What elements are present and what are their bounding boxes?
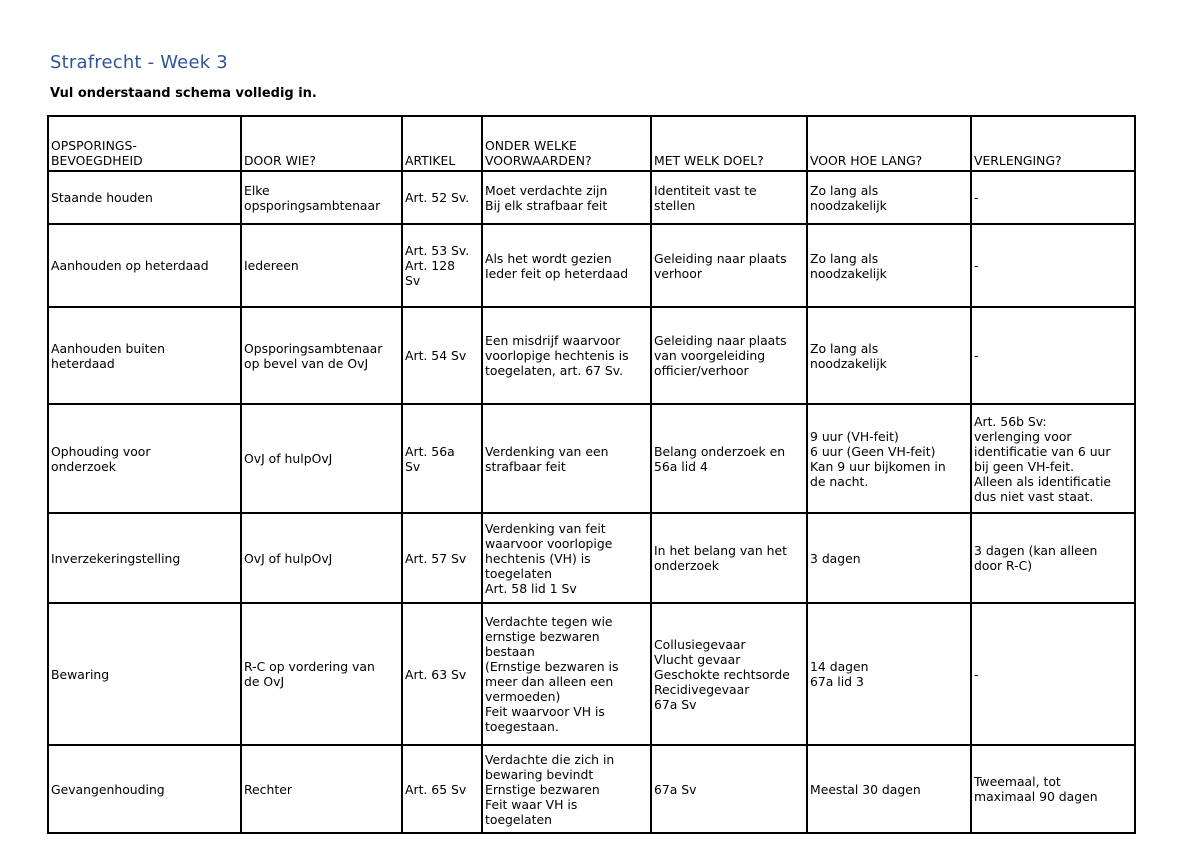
cell-bevoegdheid: Inverzekeringstelling <box>48 513 241 603</box>
cell-verlenging: - <box>971 307 1135 404</box>
cell-artikel: Art. 53 Sv. Art. 128 Sv <box>402 224 482 307</box>
table-row <box>48 745 1135 833</box>
table-row <box>48 307 1135 404</box>
cell-door-wie: Opsporingsambtenaar op bevel van de OvJ <box>241 307 402 404</box>
header-bevoegdheid: OPSPORINGS- BEVOEGDHEID <box>48 116 241 171</box>
cell-door-wie: OvJ of hulpOvJ <box>241 404 402 513</box>
header-doel: MET WELK DOEL? <box>651 116 807 171</box>
cell-door-wie: Rechter <box>241 745 402 833</box>
cell-verlenging: Tweemaal, tot maximaal 90 dagen <box>971 745 1135 833</box>
cell-voorwaarden: Als het wordt gezien Ieder feit op heterdaad <box>482 224 651 307</box>
cell-voorwaarden: Verdenking van een strafbaar feit <box>482 404 651 513</box>
header-verlenging: VERLENGING? <box>971 116 1135 171</box>
cell-doel: Collusiegevaar Vlucht gevaar Geschokte rechtsorde Recidivegevaar 67a Sv <box>651 603 807 745</box>
table-row <box>48 513 1135 603</box>
cell-duur: 14 dagen 67a lid 3 <box>807 603 971 745</box>
cell-duur: 9 uur (VH-feit) 6 uur (Geen VH-feit) Kan 9 uur bijkomen in de nacht. <box>807 404 971 513</box>
powers-table <box>47 115 1136 834</box>
cell-bevoegdheid: Bewaring <box>48 603 241 745</box>
cell-verlenging: - <box>971 224 1135 307</box>
cell-artikel: Art. 63 Sv <box>402 603 482 745</box>
table-header-row <box>48 116 1135 171</box>
cell-artikel: Art. 52 Sv. <box>402 171 482 224</box>
cell-voorwaarden: Verdachte tegen wie ernstige bezwaren bestaan (Ernstige bezwaren is meer dan alleen een vermoeden) Feit waarvoor VH is toegestaan. <box>482 603 651 745</box>
table-row <box>48 224 1135 307</box>
cell-verlenging: Art. 56b Sv: verlenging voor identificatie van 6 uur bij geen VH-feit. Alleen als identificatie dus niet vast staat. <box>971 404 1135 513</box>
header-artikel: ARTIKEL <box>402 116 482 171</box>
cell-door-wie: Iedereen <box>241 224 402 307</box>
cell-door-wie: Elke opsporingsambtenaar <box>241 171 402 224</box>
cell-duur: Zo lang als noodzakelijk <box>807 171 971 224</box>
cell-artikel: Art. 54 Sv <box>402 307 482 404</box>
table-row <box>48 603 1135 745</box>
cell-doel: Geleiding naar plaats verhoor <box>651 224 807 307</box>
cell-duur: Meestal 30 dagen <box>807 745 971 833</box>
cell-bevoegdheid: Staande houden <box>48 171 241 224</box>
cell-artikel: Art. 57 Sv <box>402 513 482 603</box>
cell-verlenging: 3 dagen (kan alleen door R-C) <box>971 513 1135 603</box>
header-duur: VOOR HOE LANG? <box>807 116 971 171</box>
instruction-text: Vul onderstaand schema volledig in. <box>50 86 317 101</box>
cell-doel: 67a Sv <box>651 745 807 833</box>
cell-voorwaarden: Een misdrijf waarvoor voorlopige hechtenis is toegelaten, art. 67 Sv. <box>482 307 651 404</box>
cell-voorwaarden: Moet verdachte zijn Bij elk strafbaar feit <box>482 171 651 224</box>
cell-voorwaarden: Verdenking van feit waarvoor voorlopige hechtenis (VH) is toegelaten Art. 58 lid 1 Sv <box>482 513 651 603</box>
cell-duur: Zo lang als noodzakelijk <box>807 224 971 307</box>
cell-duur: Zo lang als noodzakelijk <box>807 307 971 404</box>
table-row <box>48 171 1135 224</box>
cell-verlenging: - <box>971 603 1135 745</box>
cell-doel: Identiteit vast te stellen <box>651 171 807 224</box>
header-voorwaarden: ONDER WELKE VOORWAARDEN? <box>482 116 651 171</box>
cell-bevoegdheid: Gevangenhouding <box>48 745 241 833</box>
cell-duur: 3 dagen <box>807 513 971 603</box>
cell-doel: In het belang van het onderzoek <box>651 513 807 603</box>
cell-artikel: Art. 65 Sv <box>402 745 482 833</box>
cell-bevoegdheid: Aanhouden buiten heterdaad <box>48 307 241 404</box>
cell-doel: Belang onderzoek en 56a lid 4 <box>651 404 807 513</box>
cell-verlenging: - <box>971 171 1135 224</box>
cell-doel: Geleiding naar plaats van voorgeleiding officier/verhoor <box>651 307 807 404</box>
header-door-wie: DOOR WIE? <box>241 116 402 171</box>
cell-door-wie: R-C op vordering van de OvJ <box>241 603 402 745</box>
cell-door-wie: OvJ of hulpOvJ <box>241 513 402 603</box>
cell-voorwaarden: Verdachte die zich in bewaring bevindt Ernstige bezwaren Feit waar VH is toegelaten <box>482 745 651 833</box>
table-row <box>48 404 1135 513</box>
page-title: Strafrecht - Week 3 <box>50 52 228 73</box>
cell-bevoegdheid: Ophouding voor onderzoek <box>48 404 241 513</box>
cell-bevoegdheid: Aanhouden op heterdaad <box>48 224 241 307</box>
cell-artikel: Art. 56a Sv <box>402 404 482 513</box>
